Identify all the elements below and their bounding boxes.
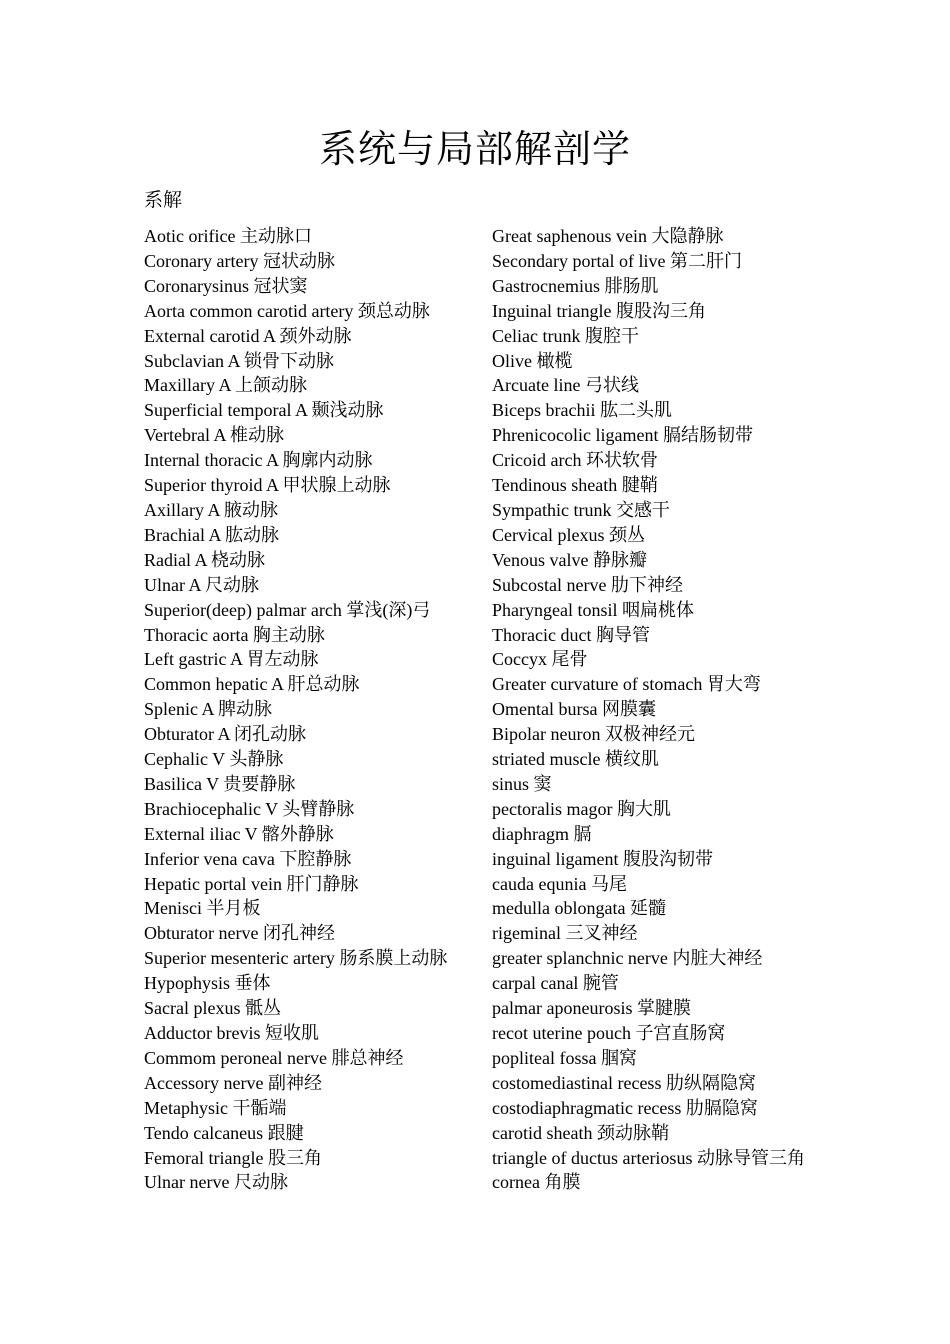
term-entry: recot uterine pouch 子宫直肠窝	[492, 1023, 726, 1043]
term-entry: Radial A 桡动脉	[144, 549, 265, 570]
term-entry: Thoracic duct 胸导管	[492, 624, 650, 645]
term-entry: Common hepatic A 肝总动脉	[144, 674, 360, 695]
term-entry: costomediastinal recess 肋纵隔隐窝	[492, 1072, 756, 1093]
term-entry: Brachial A 肱动脉	[144, 524, 279, 545]
term-entry: Greater curvature of stomach 胃大弯	[492, 674, 761, 695]
term-entry: costodiaphragmatic recess 肋膈隐窝	[492, 1097, 758, 1118]
term-entry: Maxillary A 上颌动脉	[144, 375, 307, 396]
term-entry: sinus 窦	[492, 773, 552, 794]
term-entry: Thoracic aorta 胸主动脉	[144, 624, 325, 645]
term-entry: Arcuate line 弓状线	[492, 375, 639, 396]
term-entry: Phrenicocolic ligament 膈结肠韧带	[492, 425, 753, 446]
right-term-column	[492, 224, 807, 1195]
term-entry: Venous valve 静脉瓣	[492, 549, 647, 570]
term-entry: carpal canal 腕管	[492, 973, 619, 994]
term-entry: Olive 橄榄	[492, 350, 573, 371]
term-entry: Basilica V 贵要静脉	[144, 773, 296, 794]
term-entry: Femoral triangle 股三角	[144, 1147, 322, 1168]
term-entry: Inferior vena cava 下腔静脉	[144, 848, 352, 869]
term-entry: Gastrocnemius 腓肠肌	[492, 275, 659, 296]
term-entry: Bipolar neuron 双极神经元	[492, 724, 695, 745]
term-entry: Superficial temporal A 颞浅动脉	[144, 400, 384, 421]
term-entry: Inguinal triangle 腹股沟三角	[492, 300, 706, 321]
term-entry: Cephalic V 头静脉	[144, 749, 284, 770]
term-entry: greater splanchnic nerve 内脏大神经	[492, 948, 763, 969]
term-entry: striated muscle 横纹肌	[492, 749, 659, 770]
term-entry: Cricoid arch 环状软骨	[492, 450, 658, 471]
term-entry: Secondary portal of live 第二肝门	[492, 250, 742, 271]
term-entry: Axillary A 腋动脉	[144, 499, 278, 520]
term-entry: Ulnar nerve 尺动脉	[144, 1172, 288, 1193]
term-entry: cauda equnia 马尾	[492, 873, 627, 894]
term-entry: medulla oblongata 延髓	[492, 898, 666, 919]
term-entry: Commom peroneal nerve 腓总神经	[144, 1047, 404, 1068]
term-entry: Aotic orifice 主动脉口	[144, 226, 312, 246]
term-entry: Cervical plexus 颈丛	[492, 524, 645, 545]
term-entry: Sacral plexus 骶丛	[144, 998, 281, 1019]
term-entry: Coccyx 尾骨	[492, 649, 588, 670]
term-entry: popliteal fossa 腘窝	[492, 1047, 637, 1068]
term-entry: Adductor brevis 短收肌	[144, 1023, 319, 1043]
term-entry: Superior mesenteric artery 肠系膜上动脉	[144, 948, 448, 969]
term-entry: Aorta common carotid artery 颈总动脉	[144, 300, 430, 321]
term-entry: cornea 角膜	[492, 1172, 581, 1193]
term-entry: External iliac V 髂外静脉	[144, 823, 334, 844]
term-entry: Pharyngeal tonsil 咽扁桃体	[492, 599, 694, 620]
term-entry: Tendinous sheath 腱鞘	[492, 475, 658, 496]
term-entry: Left gastric A 胃左动脉	[144, 649, 319, 670]
term-entry: Vertebral A 椎动脉	[144, 425, 284, 446]
term-entry: Menisci 半月板	[144, 898, 261, 919]
term-entry: Coronary artery 冠状动脉	[144, 250, 335, 271]
term-entry: Brachiocephalic V 头臂静脉	[144, 798, 355, 819]
term-entry: Obturator A 闭孔动脉	[144, 724, 306, 745]
term-entry: Ulnar A 尺动脉	[144, 574, 259, 595]
term-entry: Superior(deep) palmar arch 掌浅(深)弓	[144, 599, 431, 620]
term-entry: inguinal ligament 腹股沟韧带	[492, 848, 713, 869]
term-entry: Subcostal nerve 肋下神经	[492, 574, 683, 595]
term-entry: Subclavian A 锁骨下动脉	[144, 350, 334, 371]
term-entry: Hypophysis 垂体	[144, 973, 271, 994]
term-entry: Metaphysic 干骺端	[144, 1097, 287, 1118]
term-entry: palmar aponeurosis 掌腱膜	[492, 998, 691, 1019]
term-entry: Omental bursa 网膜囊	[492, 699, 656, 720]
left-term-column	[144, 224, 454, 1195]
term-entry: Tendo calcaneus 跟腱	[144, 1122, 304, 1143]
term-entry: Hepatic portal vein 肝门静脉	[144, 873, 359, 894]
document-title: 系统与局部解剖学	[318, 129, 631, 171]
term-entry: External carotid A 颈外动脉	[144, 325, 352, 346]
term-entry: Splenic A 脾动脉	[144, 699, 273, 720]
term-entry: Internal thoracic A 胸廓内动脉	[144, 450, 373, 471]
section-heading: 系解	[144, 189, 183, 211]
term-entry: diaphragm 膈	[492, 823, 592, 844]
term-entry: Biceps brachii 肱二头肌	[492, 400, 672, 421]
term-entry: Coronarysinus 冠状窦	[144, 275, 308, 296]
term-entry: Great saphenous vein 大隐静脉	[492, 226, 724, 246]
term-entry: pectoralis magor 胸大肌	[492, 798, 671, 819]
term-entry: Superior thyroid A 甲状腺上动脉	[144, 475, 391, 496]
term-entry: Obturator nerve 闭孔神经	[144, 923, 335, 944]
term-entry: triangle of ductus arteriosus 动脉导管三角	[492, 1147, 805, 1168]
term-entry: Celiac trunk 腹腔干	[492, 325, 639, 346]
term-entry: carotid sheath 颈动脉鞘	[492, 1122, 669, 1143]
term-entry: Sympathic trunk 交感干	[492, 499, 670, 520]
term-entry: Accessory nerve 副神经	[144, 1072, 322, 1093]
term-entry: rigeminal 三叉神经	[492, 923, 638, 944]
